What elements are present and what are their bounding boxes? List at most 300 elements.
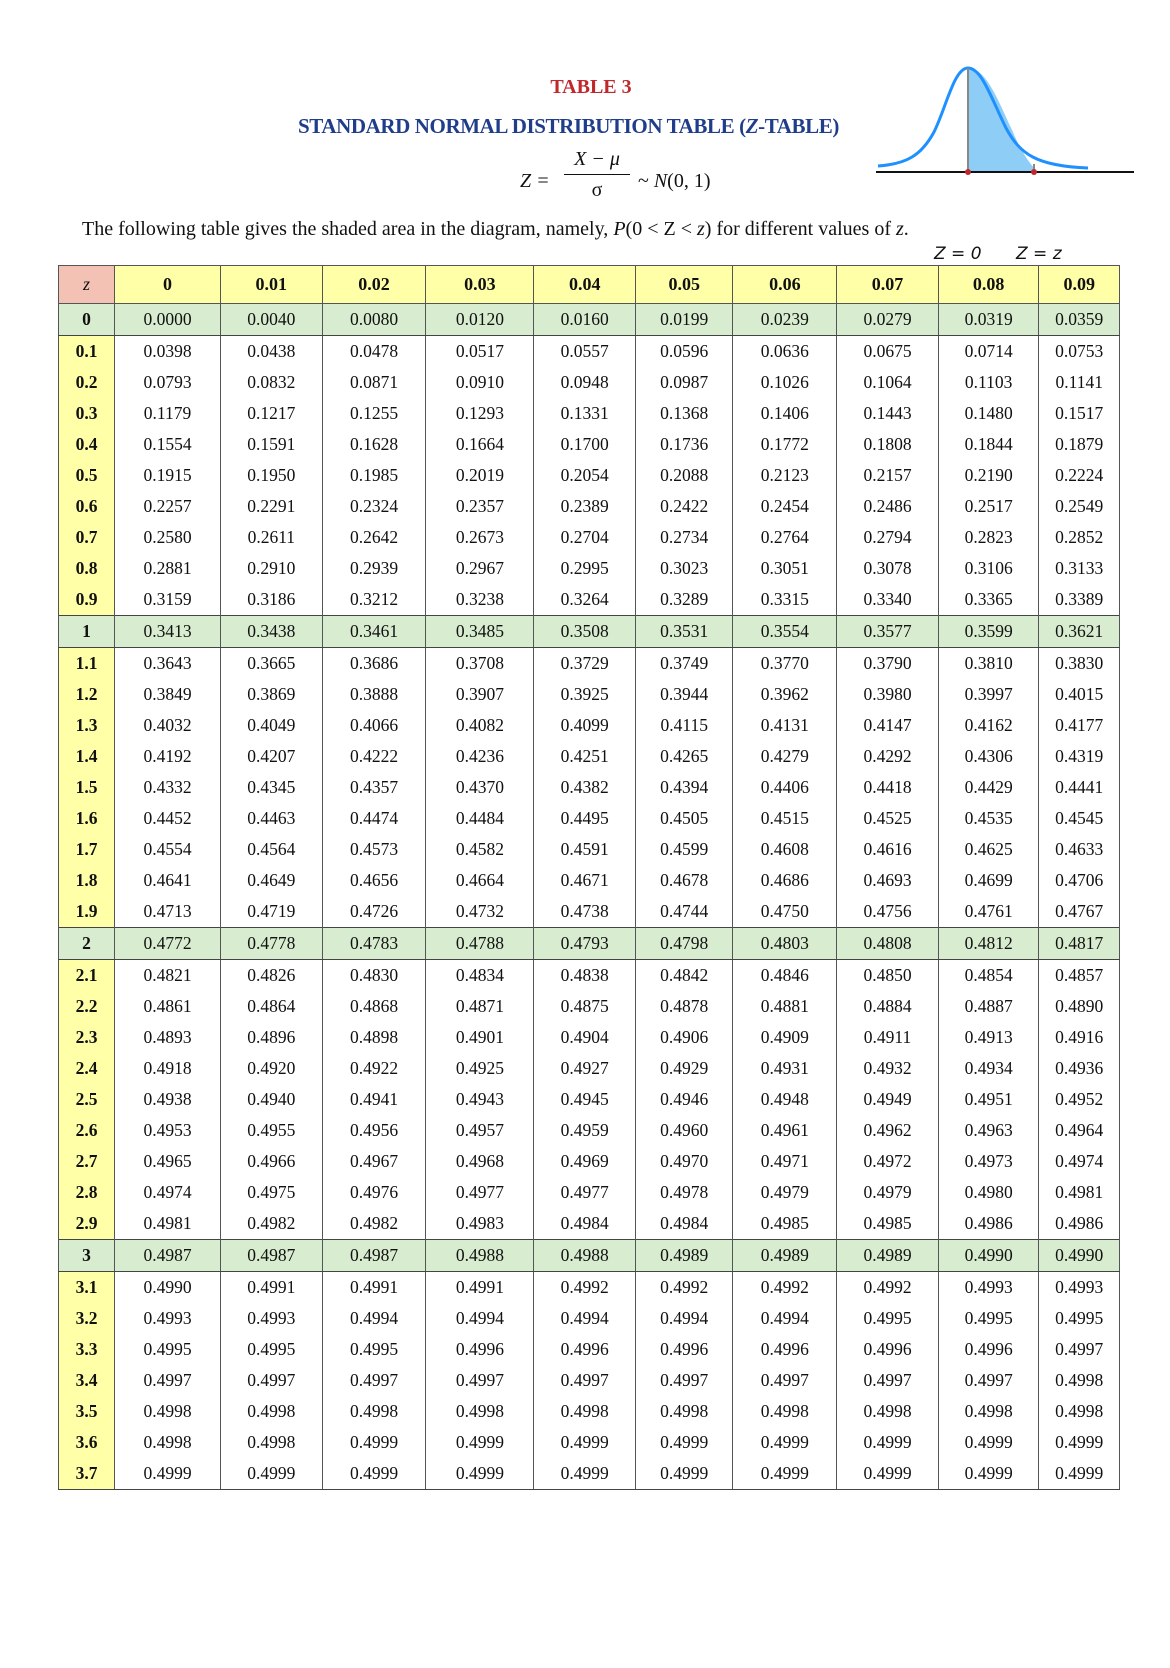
table-cell: 0.4573 [322,834,426,865]
table-cell: 0.4941 [322,1084,426,1115]
table-cell: 0.2910 [220,553,322,584]
table-cell: 0.0199 [636,304,733,336]
table-cell: 0.1103 [938,367,1039,398]
table-cell: 0.4997 [534,1365,636,1396]
table-cell: 0.0120 [426,304,534,336]
table-cell: 0.4932 [837,1053,939,1084]
table-cell: 0.3925 [534,679,636,710]
table-cell: 0.4664 [426,865,534,896]
table-row [59,522,1120,553]
table-cell: 0.4983 [426,1208,534,1240]
table-cell: 0.4955 [220,1115,322,1146]
table-cell: 0.2389 [534,491,636,522]
column-header: 0.08 [938,266,1039,304]
table-cell: 0.4821 [115,960,221,992]
table-cell: 0.4699 [938,865,1039,896]
table-cell: 0.4999 [220,1458,322,1490]
table-cell: 0.4756 [837,896,939,928]
table-cell: 0.4998 [1039,1396,1120,1427]
row-z-value: 1.1 [59,648,115,680]
table-cell: 0.4920 [220,1053,322,1084]
table-cell: 0.1554 [115,429,221,460]
table-cell: 0.4999 [733,1458,837,1490]
table-cell: 0.4744 [636,896,733,928]
table-cell: 0.4916 [1039,1022,1120,1053]
table-cell: 0.4960 [636,1115,733,1146]
table-cell: 0.0753 [1039,336,1120,368]
table-cell: 0.4922 [322,1053,426,1084]
formula-lhs: Z = [520,170,550,192]
table-cell: 0.4994 [534,1303,636,1334]
table-row [59,648,1120,680]
table-cell: 0.4641 [115,865,221,896]
table-cell: 0.4949 [837,1084,939,1115]
table-cell: 0.4943 [426,1084,534,1115]
table-cell: 0.4986 [938,1208,1039,1240]
table-cell: 0.4918 [115,1053,221,1084]
table-cell: 0.4992 [837,1272,939,1304]
table-body [59,304,1120,1490]
table-cell: 0.4906 [636,1022,733,1053]
table-cell: 0.4452 [115,803,221,834]
table-cell: 0.4970 [636,1146,733,1177]
table-cell: 0.0040 [220,304,322,336]
table-cell: 0.3159 [115,584,221,616]
table-cell: 0.4319 [1039,741,1120,772]
table-cell: 0.0319 [938,304,1039,336]
table-row [59,1115,1120,1146]
table-cell: 0.4418 [837,772,939,803]
row-z-value: 0.2 [59,367,115,398]
table-cell: 0.4767 [1039,896,1120,928]
table-cell: 0.4934 [938,1053,1039,1084]
table-cell: 0.4964 [1039,1115,1120,1146]
table-row [59,865,1120,896]
table-cell: 0.4484 [426,803,534,834]
formula-dist: N [653,170,668,192]
table-cell: 0.4808 [837,928,939,960]
table-cell: 0.4793 [534,928,636,960]
table-cell: 0.4192 [115,741,221,772]
table-cell: 0.2794 [837,522,939,553]
formula-tilde: ~ [638,170,654,192]
table-cell: 0.0871 [322,367,426,398]
table-cell: 0.4981 [115,1208,221,1240]
table-cell: 0.4992 [733,1272,837,1304]
table-cell: 0.2580 [115,522,221,553]
table-cell: 0.1736 [636,429,733,460]
table-cell: 0.4370 [426,772,534,803]
table-cell: 0.2764 [733,522,837,553]
table-cell: 0.4993 [1039,1272,1120,1304]
table-row [59,584,1120,616]
table-cell: 0.1406 [733,398,837,429]
table-cell: 0.4996 [534,1334,636,1365]
table-cell: 0.3078 [837,553,939,584]
z-table [58,265,1120,1490]
table-cell: 0.4977 [426,1177,534,1208]
table-cell: 0.4998 [636,1396,733,1427]
table-cell: 0.4998 [220,1427,322,1458]
table-cell: 0.3980 [837,679,939,710]
row-z-value: 0.6 [59,491,115,522]
table-cell: 0.4997 [220,1365,322,1396]
table-cell: 0.3212 [322,584,426,616]
table-cell: 0.4985 [837,1208,939,1240]
column-header: 0 [115,266,221,304]
table-cell: 0.4913 [938,1022,1039,1053]
table-cell: 0.1179 [115,398,221,429]
table-cell: 0.4982 [220,1208,322,1240]
table-cell: 0.4962 [837,1115,939,1146]
row-z-value: 0.8 [59,553,115,584]
table-cell: 0.0438 [220,336,322,368]
table-cell: 0.4783 [322,928,426,960]
table-cell: 0.2734 [636,522,733,553]
table-cell: 0.4998 [322,1396,426,1427]
table-cell: 0.0987 [636,367,733,398]
table-cell: 0.4015 [1039,679,1120,710]
table-cell: 0.3686 [322,648,426,680]
corner-header: z [59,266,115,304]
table-cell: 0.4778 [220,928,322,960]
table-cell: 0.4871 [426,991,534,1022]
row-z-value: 1.5 [59,772,115,803]
table-cell: 0.4999 [1039,1458,1120,1490]
row-z-value: 2.8 [59,1177,115,1208]
table-cell: 0.4332 [115,772,221,803]
table-cell: 0.4989 [733,1240,837,1272]
row-z-value: 3.7 [59,1458,115,1490]
row-z-value: 2.5 [59,1084,115,1115]
table-row [59,803,1120,834]
table-cell: 0.4838 [534,960,636,992]
table-cell: 0.4969 [534,1146,636,1177]
table-cell: 0.4713 [115,896,221,928]
row-z-value: 0 [59,304,115,336]
formula-rhs [638,170,711,193]
table-cell: 0.1443 [837,398,939,429]
table-cell: 0.4990 [1039,1240,1120,1272]
table-row [59,336,1120,368]
table-row [59,1334,1120,1365]
row-z-value: 2.6 [59,1115,115,1146]
table-cell: 0.4996 [636,1334,733,1365]
table-cell: 0.4901 [426,1022,534,1053]
table-cell: 0.2611 [220,522,322,553]
table-cell: 0.4066 [322,710,426,741]
label-zz: Z = z [1016,244,1062,264]
table-cell: 0.4761 [938,896,1039,928]
table-cell: 0.4987 [322,1240,426,1272]
table-cell: 0.4952 [1039,1084,1120,1115]
table-cell: 0.4953 [115,1115,221,1146]
table-cell: 0.4999 [426,1458,534,1490]
table-cell: 0.0675 [837,336,939,368]
table-cell: 0.4834 [426,960,534,992]
table-cell: 0.2088 [636,460,733,491]
table-cell: 0.4977 [534,1177,636,1208]
table-cell: 0.3485 [426,616,534,648]
table-cell: 0.4990 [115,1272,221,1304]
table-cell: 0.4999 [1039,1427,1120,1458]
desc-a: The following table gives the shaded area in the diagram, namely, [82,218,614,240]
z0-point [965,169,971,175]
table-row [59,491,1120,522]
normal-curve-svg [876,60,1136,190]
table-cell: 0.4991 [220,1272,322,1304]
label-z0: Z = 0 [934,244,982,264]
table-cell: 0.2422 [636,491,733,522]
table-cell: 0.4965 [115,1146,221,1177]
table-cell: 0.1480 [938,398,1039,429]
table-cell: 0.4973 [938,1146,1039,1177]
table-cell: 0.4927 [534,1053,636,1084]
table-row [59,616,1120,648]
table-cell: 0.3023 [636,553,733,584]
row-z-value: 0.7 [59,522,115,553]
table-cell: 0.1985 [322,460,426,491]
table-cell: 0.1217 [220,398,322,429]
table-cell: 0.4625 [938,834,1039,865]
table-cell: 0.2852 [1039,522,1120,553]
table-cell: 0.3133 [1039,553,1120,584]
table-row [59,679,1120,710]
table-cell: 0.1915 [115,460,221,491]
table-cell: 0.4999 [426,1427,534,1458]
table-cell: 0.0398 [115,336,221,368]
table-row [59,1396,1120,1427]
table-cell: 0.4979 [837,1177,939,1208]
table-cell: 0.4982 [322,1208,426,1240]
table-cell: 0.3289 [636,584,733,616]
table-cell: 0.4861 [115,991,221,1022]
table-cell: 0.4951 [938,1084,1039,1115]
table-cell: 0.4998 [220,1396,322,1427]
table-cell: 0.4997 [733,1365,837,1396]
table-cell: 0.3869 [220,679,322,710]
table-cell: 0.3997 [938,679,1039,710]
table-row [59,772,1120,803]
row-z-value: 3.1 [59,1272,115,1304]
table-cell: 0.4608 [733,834,837,865]
row-z-value: 2.4 [59,1053,115,1084]
table-row [59,896,1120,928]
table-cell: 0.4999 [534,1427,636,1458]
table-cell: 0.4996 [837,1334,939,1365]
table-number: TABLE 3 [550,76,632,98]
table-cell: 0.4649 [220,865,322,896]
table-cell: 0.1141 [1039,367,1120,398]
table-cell: 0.1026 [733,367,837,398]
table-cell: 0.2190 [938,460,1039,491]
table-cell: 0.4996 [426,1334,534,1365]
row-z-value: 1.4 [59,741,115,772]
table-cell: 0.4974 [1039,1146,1120,1177]
table-cell: 0.4967 [322,1146,426,1177]
table-cell: 0.3643 [115,648,221,680]
table-cell: 0.3810 [938,648,1039,680]
table-cell: 0.4999 [837,1427,939,1458]
table-cell: 0.4945 [534,1084,636,1115]
table-cell: 0.4997 [426,1365,534,1396]
table-cell: 0.4987 [115,1240,221,1272]
row-z-value: 3 [59,1240,115,1272]
table-cell: 0.4999 [322,1427,426,1458]
table-cell: 0.4989 [636,1240,733,1272]
table-cell: 0.2123 [733,460,837,491]
table-cell: 0.4998 [115,1396,221,1427]
row-z-value: 3.6 [59,1427,115,1458]
subtitle-z: Z [745,114,759,138]
table-cell: 0.4474 [322,803,426,834]
table-cell: 0.1844 [938,429,1039,460]
column-header: 0.04 [534,266,636,304]
table-cell: 0.4984 [636,1208,733,1240]
table-cell: 0.4599 [636,834,733,865]
table-cell: 0.3790 [837,648,939,680]
row-z-value: 2.7 [59,1146,115,1177]
table-cell: 0.4857 [1039,960,1120,992]
table-cell: 0.4265 [636,741,733,772]
table-row [59,991,1120,1022]
table-cell: 0.4826 [220,960,322,992]
table-cell: 0.3315 [733,584,837,616]
table-cell: 0.4656 [322,865,426,896]
row-z-value: 1.7 [59,834,115,865]
table-cell: 0.0832 [220,367,322,398]
table-cell: 0.4726 [322,896,426,928]
table-cell: 0.4554 [115,834,221,865]
table-cell: 0.4993 [220,1303,322,1334]
formula-fraction [562,148,632,202]
table-cell: 0.4929 [636,1053,733,1084]
table-cell: 0.4981 [1039,1177,1120,1208]
table-cell: 0.4999 [733,1427,837,1458]
table-cell: 0.0000 [115,304,221,336]
table-cell: 0.0596 [636,336,733,368]
table-cell: 0.4495 [534,803,636,834]
table-cell: 0.4875 [534,991,636,1022]
table-cell: 0.2324 [322,491,426,522]
row-z-value: 0.1 [59,336,115,368]
desc-c: (0 < Z < [625,218,697,240]
table-cell: 0.0557 [534,336,636,368]
subtitle-part2: -TABLE) [758,114,839,138]
table-cell: 0.4990 [938,1240,1039,1272]
table-cell: 0.2642 [322,522,426,553]
table-cell: 0.4236 [426,741,534,772]
table-cell: 0.4292 [837,741,939,772]
table-cell: 0.1879 [1039,429,1120,460]
table-cell: 0.4842 [636,960,733,992]
table-cell: 0.4881 [733,991,837,1022]
table-cell: 0.3577 [837,616,939,648]
table-row [59,960,1120,992]
table-cell: 0.4738 [534,896,636,928]
table-cell: 0.4279 [733,741,837,772]
table-cell: 0.4904 [534,1022,636,1053]
table-cell: 0.4993 [938,1272,1039,1304]
table-cell: 0.0359 [1039,304,1120,336]
table-cell: 0.3554 [733,616,837,648]
table-cell: 0.2549 [1039,491,1120,522]
table-cell: 0.4525 [837,803,939,834]
table-cell: 0.4750 [733,896,837,928]
table-cell: 0.0239 [733,304,837,336]
table-cell: 0.3461 [322,616,426,648]
table-cell: 0.0160 [534,304,636,336]
table-cell: 0.4995 [938,1303,1039,1334]
table-row [59,429,1120,460]
table-cell: 0.4972 [837,1146,939,1177]
table-cell: 0.3729 [534,648,636,680]
table-cell: 0.4686 [733,865,837,896]
table-cell: 0.4976 [322,1177,426,1208]
table-cell: 0.4441 [1039,772,1120,803]
table-cell: 0.4959 [534,1115,636,1146]
column-header: 0.05 [636,266,733,304]
zz-point [1031,169,1037,175]
row-z-value: 2.3 [59,1022,115,1053]
table-cell: 0.4996 [938,1334,1039,1365]
table-cell: 0.4999 [636,1427,733,1458]
row-z-value: 3.3 [59,1334,115,1365]
table-cell: 0.4082 [426,710,534,741]
table-cell: 0.2673 [426,522,534,553]
table-cell: 0.3508 [534,616,636,648]
table-cell: 0.3770 [733,648,837,680]
table-cell: 0.3051 [733,553,837,584]
desc-b: P [613,218,626,240]
table-cell: 0.4995 [220,1334,322,1365]
table-cell: 0.2224 [1039,460,1120,491]
table-cell: 0.4999 [938,1458,1039,1490]
table-row [59,1208,1120,1240]
table-cell: 0.4994 [426,1303,534,1334]
table-cell: 0.1808 [837,429,939,460]
table-cell: 0.4846 [733,960,837,992]
table-row [59,1177,1120,1208]
table-cell: 0.4463 [220,803,322,834]
table-cell: 0.4706 [1039,865,1120,896]
table-cell: 0.4850 [837,960,939,992]
table-cell: 0.4931 [733,1053,837,1084]
table-cell: 0.3849 [115,679,221,710]
table-cell: 0.4997 [837,1365,939,1396]
table-cell: 0.4505 [636,803,733,834]
table-cell: 0.4999 [322,1458,426,1490]
row-z-value: 3.4 [59,1365,115,1396]
table-cell: 0.4999 [938,1427,1039,1458]
table-cell: 0.4429 [938,772,1039,803]
table-cell: 0.1368 [636,398,733,429]
table-cell: 0.2995 [534,553,636,584]
table-cell: 0.2291 [220,491,322,522]
table-cell: 0.4798 [636,928,733,960]
table-cell: 0.4936 [1039,1053,1120,1084]
table-row [59,398,1120,429]
table-cell: 0.4998 [938,1396,1039,1427]
table-cell: 0.3962 [733,679,837,710]
table-row [59,834,1120,865]
table-cell: 0.0948 [534,367,636,398]
table-cell: 0.1591 [220,429,322,460]
table-cell: 0.4909 [733,1022,837,1053]
table-cell: 0.4961 [733,1115,837,1146]
table-cell: 0.0080 [322,304,426,336]
table-cell: 0.4978 [636,1177,733,1208]
